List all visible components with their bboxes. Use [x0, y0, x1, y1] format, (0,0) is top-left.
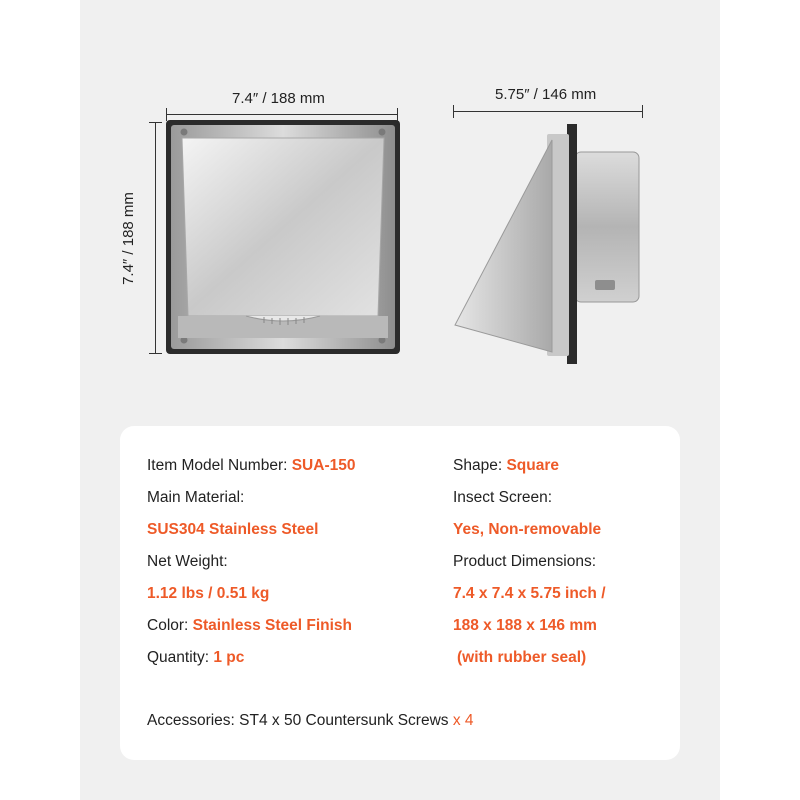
dimensions-note: (with rubber seal)	[457, 649, 587, 666]
vent-front-view	[166, 120, 400, 354]
accessories-key: Accessories: ST4 x 50 Countersunk Screws	[147, 712, 453, 729]
model-row	[147, 457, 355, 475]
screen-value: Yes, Non-removable	[453, 521, 602, 538]
weight-key: Net Weight:	[147, 553, 228, 570]
color-key: Color:	[147, 617, 193, 634]
dimensions-key: Product Dimensions:	[453, 553, 597, 570]
model-value: SUA-150	[291, 457, 356, 474]
side-depth-tick-right	[642, 105, 643, 118]
weight-value: 1.12 lbs / 0.51 kg	[147, 585, 270, 602]
color-value: Stainless Steel Finish	[192, 617, 353, 634]
shape-value: Square	[506, 457, 559, 474]
quantity-key: Quantity:	[147, 649, 214, 666]
shape-row	[453, 457, 559, 475]
dimensions-value-inch: 7.4 x 7.4 x 5.75 inch /	[453, 585, 606, 602]
shape-key: Shape:	[453, 457, 507, 474]
front-height-tick-top	[149, 122, 162, 123]
dimensions-value-mm: 188 x 188 x 146 mm	[453, 617, 597, 634]
front-height-line	[155, 122, 156, 354]
quantity-row	[147, 649, 244, 667]
side-depth-label: 5.75″ / 146 mm	[495, 86, 597, 103]
material-key: Main Material:	[147, 489, 245, 506]
material-value: SUS304 Stainless Steel	[147, 521, 319, 538]
vent-side-view	[450, 120, 650, 370]
color-row	[147, 617, 352, 635]
front-height-label: 7.4″ / 188 mm	[119, 192, 137, 285]
quantity-value: 1 pc	[213, 649, 245, 666]
accessories-value: x 4	[452, 712, 474, 729]
model-key: Item Model Number:	[147, 457, 292, 474]
side-depth-tick-left	[453, 105, 454, 118]
front-width-label: 7.4″ / 188 mm	[232, 90, 325, 107]
front-height-tick-bottom	[149, 353, 162, 354]
side-depth-line	[453, 111, 643, 112]
front-width-line	[166, 114, 398, 115]
accessories-row	[147, 712, 474, 730]
screen-key: Insect Screen:	[453, 489, 553, 506]
